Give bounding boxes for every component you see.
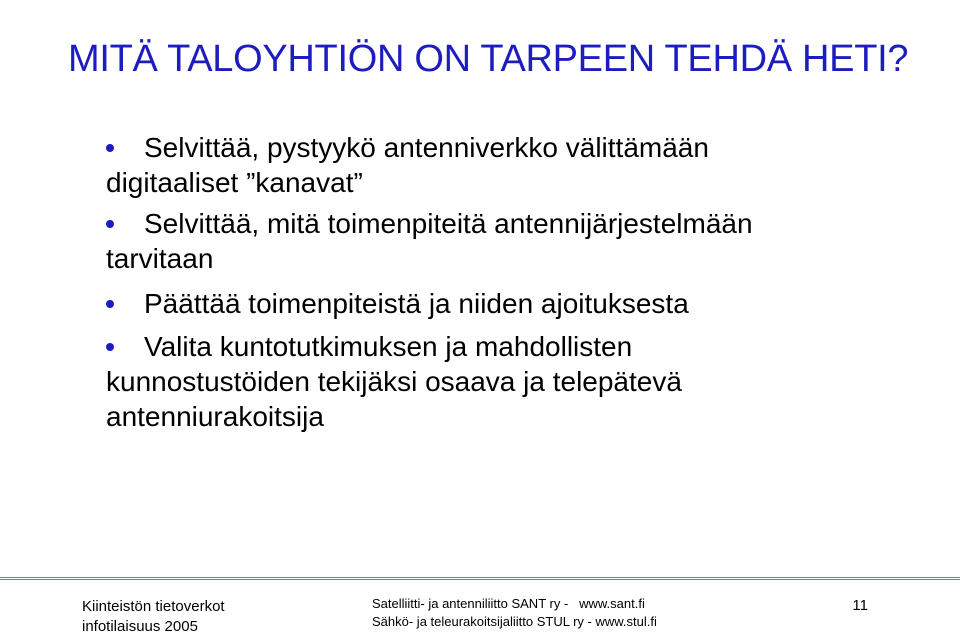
bullet-item — [106, 206, 926, 276]
footer-event-subtitle: infotilaisuus 2005 — [82, 618, 198, 635]
bullet-dot-icon — [106, 300, 114, 308]
bullet-text-continuation: kunnostustöiden tekijäksi osaava ja telepätevä antenniurakoitsija — [106, 366, 682, 432]
bullet-item — [106, 286, 926, 321]
bullet-text-first-line: Valita kuntotutkimuksen ja mahdollisten — [144, 331, 633, 362]
bullet-dot-icon — [106, 343, 114, 351]
footer-org-stul: Sähkö- ja teleurakoitsijaliitto STUL ry - www.stul.fi — [372, 614, 657, 629]
bullet-text-first-line: Selvittää, mitä toimenpiteitä antennijärjestelmään — [144, 208, 753, 239]
bullet-list — [106, 130, 926, 434]
footer-organizations — [372, 595, 657, 631]
page-number: 11 — [852, 597, 868, 614]
bullet-dot-icon — [106, 220, 114, 228]
footer-divider — [0, 577, 960, 580]
bullet-dot-icon — [106, 144, 114, 152]
footer-event-title: Kiinteistön tietoverkot — [82, 598, 225, 615]
bullet-text-first-line: Selvittää, pystyykö antenniverkko välittämään — [144, 132, 709, 163]
slide-title: MITÄ TALOYHTIÖN ON TARPEEN TEHDÄ HETI? — [68, 38, 909, 80]
bullet-text-continuation: tarvitaan — [106, 243, 214, 274]
bullet-text-continuation: digitaaliset ”kanavat” — [106, 167, 363, 198]
bullet-text-first-line: Päättää toimenpiteistä ja niiden ajoituksesta — [144, 288, 689, 319]
footer-org-sant: Satelliitti- ja antenniliitto SANT ry - www.sant.fi — [372, 596, 645, 611]
footer-event-info — [82, 597, 225, 637]
bullet-item — [106, 130, 926, 200]
bullet-item — [106, 329, 926, 434]
